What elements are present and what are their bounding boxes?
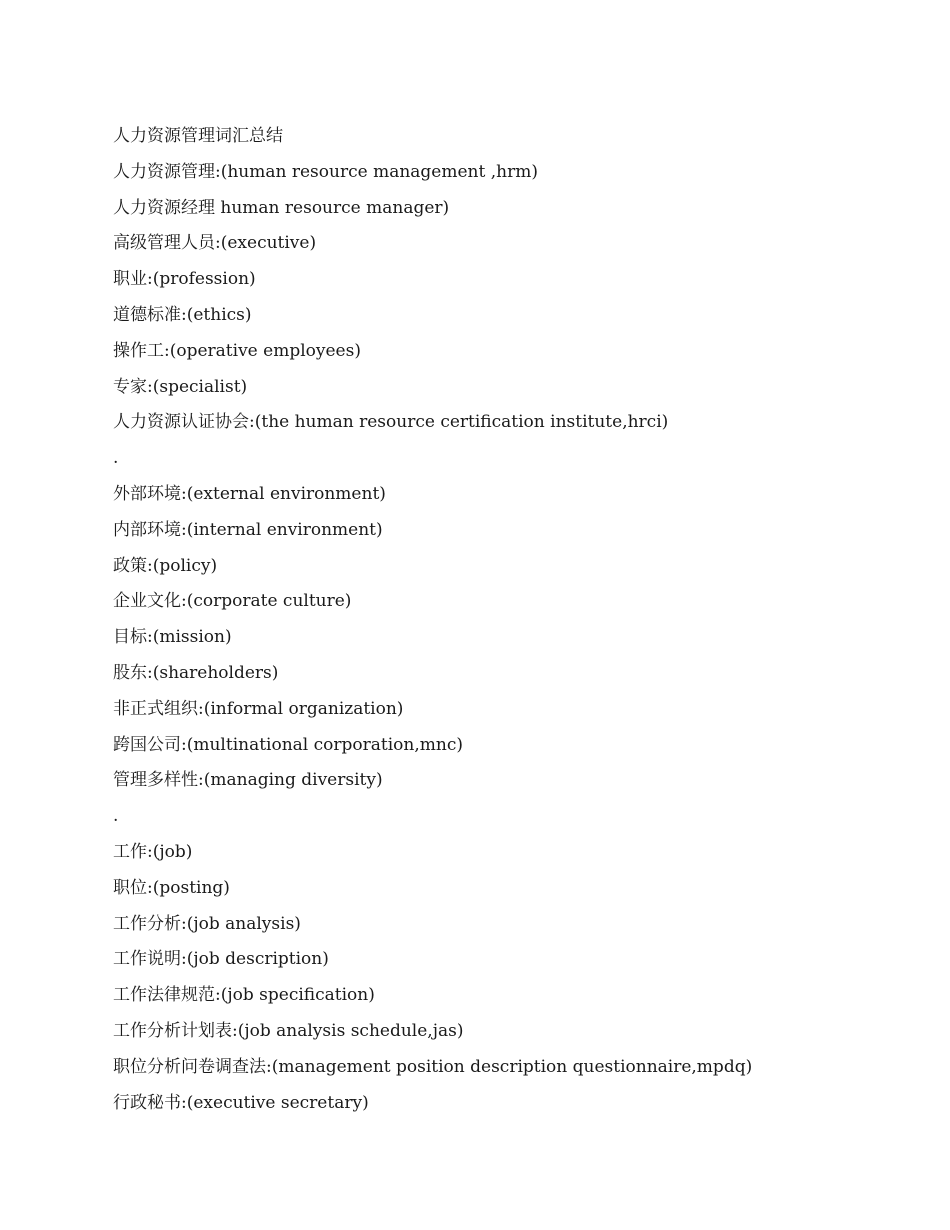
term-line: 跨国公司:(multinational corporation,mnc)	[113, 734, 463, 755]
term-line: 人力资源经理 human resource manager)	[113, 197, 450, 218]
term-line: 行政秘书:(executive secretary)	[113, 1092, 369, 1113]
term-line: 高级管理人员:(executive)	[113, 233, 317, 254]
term-line: 职业:(profession)	[113, 269, 256, 290]
section-separator: .	[113, 448, 119, 469]
document-body	[113, 119, 913, 1121]
term-line: 管理多样性:(managing diversity)	[113, 770, 383, 791]
term-line: 人力资源认证协会:(the human resource certification institute,hrci)	[113, 412, 669, 433]
document-title: 人力资源管理词汇总结	[113, 126, 283, 146]
term-line: 工作分析:(job analysis)	[113, 913, 301, 934]
term-line: 目标:(mission)	[113, 627, 232, 648]
term-line: 工作分析计划表:(job analysis schedule,jas)	[113, 1020, 464, 1041]
section-separator: .	[113, 806, 119, 827]
term-line: 职位分析问卷调查法:(management position description questionnaire,mpdq)	[113, 1056, 753, 1077]
term-line: 工作:(job)	[113, 841, 193, 862]
term-line: 工作法律规范:(job specification)	[113, 985, 375, 1006]
term-line: 道德标准:(ethics)	[113, 304, 252, 325]
term-line: 企业文化:(corporate culture)	[113, 591, 352, 612]
term-line: 专家:(specialist)	[113, 376, 248, 397]
term-line: 股东:(shareholders)	[113, 662, 279, 683]
term-line: 政策:(policy)	[113, 555, 218, 576]
term-line: 操作工:(operative employees)	[113, 340, 361, 361]
term-line: 非正式组织:(informal organization)	[113, 698, 404, 719]
term-line: 内部环境:(internal environment)	[113, 519, 383, 540]
term-line: 工作说明:(job description)	[113, 949, 329, 970]
term-line: 职位:(posting)	[113, 877, 230, 898]
term-line: 外部环境:(external environment)	[113, 483, 386, 504]
term-line: 人力资源管理:(human resource management ,hrm)	[113, 161, 538, 182]
